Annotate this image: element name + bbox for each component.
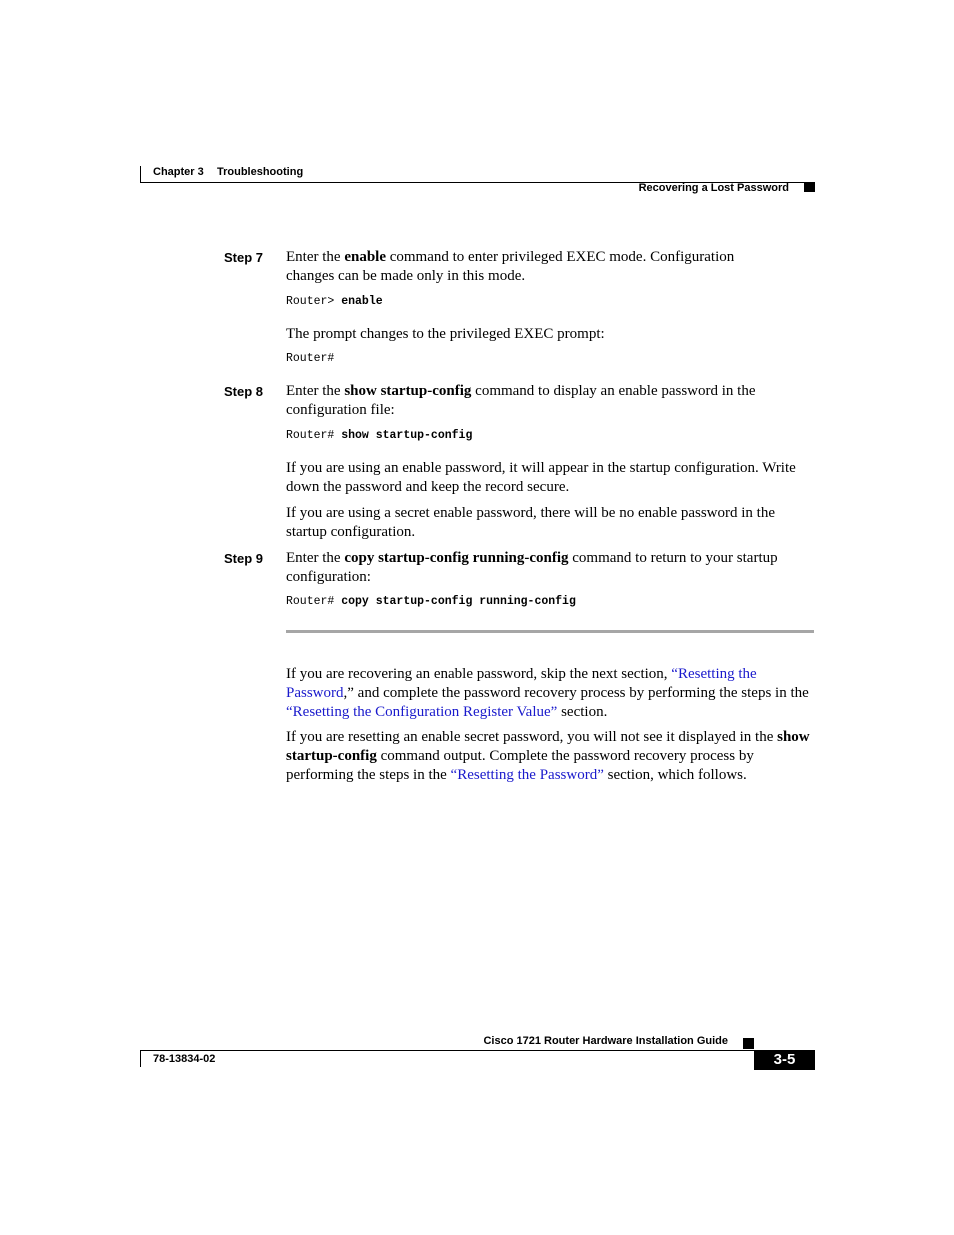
- header-chapter-title: Troubleshooting: [217, 166, 304, 178]
- paragraph-resetting-text: If you are resetting an enable secret password, you will not see it displayed in the: [286, 729, 778, 745]
- step-9-label: Step 9: [224, 551, 264, 566]
- step-8-after-text-1: If you are using an enable password, it will appear in the startup configuration. Write down the password and keep the record secure.: [286, 460, 796, 495]
- step-7-code: [286, 295, 383, 308]
- paragraph-resetting-mid: command output. Complete the password recovery process by performing the steps in the: [286, 748, 754, 783]
- paragraph-recovering-mid: ,” and complete the password recovery process by performing the steps in the: [343, 685, 809, 701]
- step-7-text: [286, 248, 786, 286]
- footer-rule: [140, 1050, 815, 1051]
- step-7-after-text: The prompt changes to the privileged EXEC prompt:: [286, 326, 605, 342]
- header-chapter: Chapter 3: [153, 166, 204, 178]
- code-command: show startup-config: [341, 429, 473, 442]
- link-resetting-config-register[interactable]: “Resetting the Configuration Register Value”: [286, 704, 558, 720]
- step-7-text-pre: Enter the: [286, 249, 345, 265]
- footer-page-number-box: [754, 1050, 815, 1070]
- footer-guide-title: Cisco 1721 Router Hardware Installation Guide: [483, 1035, 728, 1047]
- link-resetting-password[interactable]: “Resetting the Password: [286, 666, 757, 701]
- step-9-text-post: command to return to your startup configuration:: [286, 550, 778, 585]
- paragraph-recovering-end: section.: [557, 704, 608, 720]
- header-left-tick: [140, 166, 141, 183]
- step-8-label: Step 8: [224, 384, 264, 399]
- step-7-command: enable: [344, 249, 386, 265]
- link-resetting-password-2[interactable]: “Resetting the Password”: [450, 767, 604, 783]
- paragraph-recovering: [286, 665, 816, 722]
- header-black-square: [804, 182, 815, 192]
- code-prompt: Router>: [286, 295, 342, 308]
- footer-page-number: 3-5: [773, 1051, 796, 1068]
- footer-doc-number: 78-13834-02: [153, 1053, 216, 1065]
- step-7-label: Step 7: [224, 250, 264, 265]
- step-7-text-post: command to enter privileged EXEC mode. Configuration changes can be made only in this mode.: [286, 249, 735, 284]
- step-8-text: [286, 382, 811, 420]
- code-command: enable: [341, 295, 383, 308]
- code-command: copy startup-config running-config: [341, 595, 576, 608]
- step-8-command: show startup-config: [344, 383, 472, 399]
- step-9-text-pre: Enter the: [286, 550, 345, 566]
- step-7-after-code: Router#: [286, 352, 335, 365]
- header-section-title: Recovering a Lost Password: [638, 182, 789, 194]
- footer-black-square: [743, 1038, 754, 1049]
- step-8-text-pre: Enter the: [286, 383, 345, 399]
- step-8-code: [286, 429, 472, 442]
- step-9-text: [286, 549, 816, 587]
- paragraph-resetting-command: show startup-config: [286, 729, 810, 764]
- procedure-end-separator: [286, 630, 814, 633]
- code-prompt: Router#: [286, 595, 342, 608]
- step-8-text-post: command to display an enable password in the configuration file:: [286, 383, 756, 418]
- paragraph-resetting: [286, 728, 816, 785]
- step-8-after-text-2: If you are using a secret enable password, there will be no enable password in the startup configuration.: [286, 505, 776, 540]
- paragraph-recovering-text: If you are recovering an enable password, skip the next section,: [286, 666, 672, 682]
- footer-left-tick: [140, 1050, 141, 1067]
- paragraph-resetting-end: section, which follows.: [603, 767, 747, 783]
- step-9-command: copy startup-config running-config: [344, 550, 569, 566]
- step-9-code: [286, 595, 576, 608]
- code-prompt: Router#: [286, 429, 342, 442]
